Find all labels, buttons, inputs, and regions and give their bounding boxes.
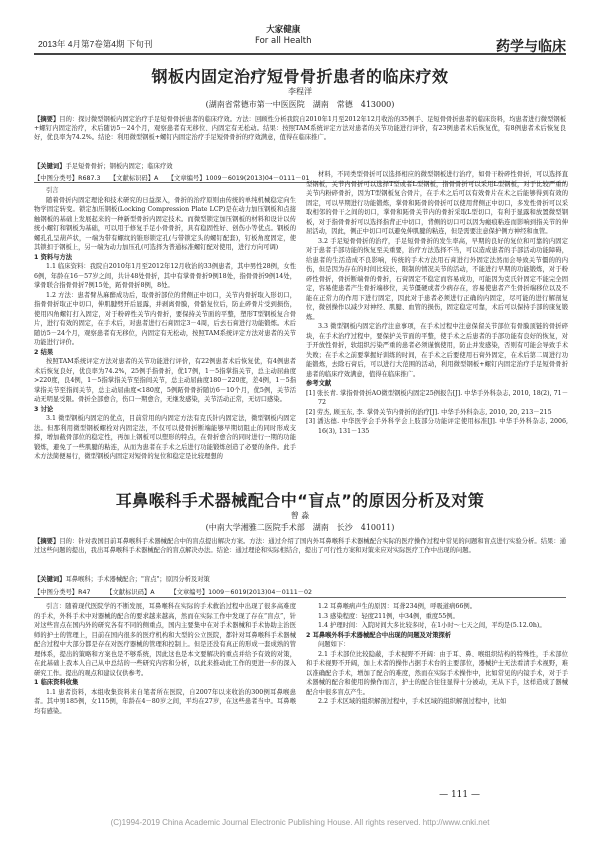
body-paragraph: 1.1 临床资料：我院自2010年1月至2012年12月收治的33例患者，其中男性28例，女性6例，年龄在16－57岁之间，共计48处骨折，其中有掌骨骨折9例18处，指骨骨折9例14处，掌骨联合指骨骨折7例15处，跖骨骨折8例，8处。 bbox=[34, 263, 296, 289]
article2-abstract bbox=[34, 537, 566, 574]
header-divider bbox=[34, 53, 566, 55]
reference-item: [3] 潘达德. 中华医学会手外科学会上肢部分功能评定使用标准[J]. 中华手外科杂志, 2006, 16(3), 131－135 bbox=[306, 418, 568, 435]
article1-left-column bbox=[34, 186, 296, 481]
body-paragraph: 3.2 手足短骨骨折的治疗，手足短骨骨折的发生率高，早期的良好的复位和可靠的内固定对于患者手部功能的恢复至关重要，治疗方法选择不当，可以造成患者的手部活动功能障碍，给患者的生活造成不良影响，传统的手术方法用石膏进行外固定法然而会导致关节僵的的内伤，但是因为存在的时间比较长，限制的情况关节的活动，不能进行早期的功能锻炼，对于粉碎性骨折，骨折断端骨的骨折，石膏固定不稳定而容易成功，可能因为克氏针固定不能完全固定，容易使患者产生骨折端移位，关节僵硬或者少病存在，容易使患者产生骨折端移位以及不能在正常力的作用下进行固定，因此对于患者必须进行正确的内固定，尽可能的进行解剖复位，微创操作以减少对神经、肌腱、血管的损伤，固定稳定可靠，术后可以保持手部的康复锻炼。 bbox=[306, 237, 568, 321]
article1-author: 李程洋 bbox=[288, 87, 312, 96]
section-heading: 2 结果 bbox=[34, 348, 54, 356]
body-paragraph: 随着骨折内固定理论和技术研究的日益深入，骨折的治疗原则由传统的单纯机械稳定向生物学固定转变。锁定加压钢板(Locking Compression Plate LCP)是在动力加压钢板和点接触钢板的基础上发展起来的一种新型骨折内固定技术。而微型锁定加压钢板的材料和设计以传统小螺钉和钢板为基础，可以用于修复手足小骨骨折，具有稳固性好、创伤小等优点。钢板的螺孔孔呈葫芦状，一端为带有螺纹的锥形锁定孔(与带锁定头的螺钉配套)，钉板角度固定，使其锁扣于钢板上，另一端为动力加压孔(可选择为普通标准螺钉配对使用，进行方向可调) bbox=[34, 196, 296, 251]
article2-author: 曾 淼 bbox=[290, 511, 310, 520]
keywords-text: 手足短骨骨折；钢板内固定；临床疗效 bbox=[65, 163, 173, 170]
reference-item: [2] 劳杰, 顾玉东, 李. 掌骨关节内骨折的治疗[J]. 中华手外科杂志, 2010, 20, 213－215 bbox=[306, 408, 552, 416]
body-paragraph: 3.1 微型钢板内固定的优点，目前常用的内固定方法有克氏针内固定法，微型钢板内固定法。但那利用微型钢板螺栓对内固定法，不仅可以使骨折断端能够早期切阻止的同时形成支撑，增加截骨部位的稳定性，再加上钢板可以塑形的特点，在骨折愈合的同时进行一期的功能锻炼，避免了一些肌腱的粘连，从而为患者在手术之后进行功能锻炼创造了必要的条件。此手术方法简便易行，微型钢板内固定对短骨的复位和稳定是比较理想的 bbox=[34, 415, 296, 460]
journal-name-cn: 大家健康 bbox=[266, 25, 301, 35]
abstract-text: 目的：探讨微型钢板内固定治疗手足短骨骨折患者的临床疗效。方法：回顾性分析我院自2010年1月至2012年12月收治的35例手、足短骨骨折患者的临床资料，均患者进行微型钢板+螺钉内固定治疗，术后随访5－24个月，观察患者有无移位、内固定有无松动。结果：按照TAM系统评定方法对患者的关节功能进行评价，有23例患者术后恢复优，有8例患者术后恢复良好，优良率为74.2%。结论：利用微型钢板+螺钉内固定治疗手足短骨骨折的疗效满意，值得在临床推广。 bbox=[34, 116, 566, 142]
article1-title: 钢板内固定治疗短骨骨折患者的临床疗效 bbox=[151, 67, 449, 86]
section-heading: 1 资料与方法 bbox=[34, 253, 73, 261]
section-title: 药学与临床 bbox=[496, 39, 566, 55]
page-number: — 111 — bbox=[439, 790, 480, 800]
article2-divider bbox=[34, 597, 566, 598]
body-paragraph: 1.2 方法：患者臂丛麻醉成功后，取骨折部位的背侧正中切口，关节内骨折取入形切口，指骨骨折取正中切口，伸肌腱劈开后显露，并剥离骨膜，骨骼复位后，防止碎骨片受到损伤，使用四角螺钉打入固定，对于粉碎性关节内骨折，要保持关节面的平整，塑形T型钢板复合骨片，进行有效的固定，在手术后，对患者进行石膏固定3－4周，后去石膏进行功能锻炼。术后随访5－24个月，观察患者有无移位，内固定有无松动，按照TAM系统评定方法对患者的关节功能进行评价。 bbox=[34, 291, 296, 346]
section-heading: 1 临床资料收集 bbox=[34, 679, 79, 686]
keywords-label: 【关键词】 bbox=[34, 163, 66, 170]
article2-left-column bbox=[34, 602, 296, 780]
article2-classification: 【中图分类号】R47 【文献标识码】A 【文章编号】1009－6019(2013)04－0111－02 bbox=[34, 589, 313, 596]
article1-right-column bbox=[306, 170, 568, 481]
article2-affiliation: (中南大学湘雅二医院手术部 湖南 长沙 410011) bbox=[205, 523, 395, 532]
reference-item: [1] 张长青. 掌指骨骨折AO微型钢板内固定25例报告[J]. 中华手外科杂志, 2010, 18(2), 71－72 bbox=[306, 389, 568, 406]
keywords-text: 耳鼻喉科；手术器械配合；"盲点"；原因分析及对策 bbox=[65, 576, 210, 583]
abstract-label: 【摘要】 bbox=[34, 116, 60, 123]
article2-keywords bbox=[34, 575, 566, 584]
keywords-label: 【关键词】 bbox=[34, 576, 66, 583]
abstract-text: 目的：针对我国目前耳鼻喉科手术器械配合中的盲点提出解决方案。方法：通过介绍了国内外耳鼻喉科手术器械配合实际的医疗操作过程中常见的问题和盲点进行实验分析。结果：通过这些问题的提出，我出耳鼻喉科手术器械配合的盲点解决办法。结论：通过理论和实际相结合，提出了可行性方案和对策来应对实际医疗工作中出现的问题。 bbox=[34, 538, 566, 555]
section-heading: 3 讨论 bbox=[34, 405, 54, 413]
body-paragraph: 1.1 患者资料，本组收集资料来自笔者所在医院，自2007年以来收治的300例耳鼻喉患者。其中男185例，女115例，年龄在4－80岁之间，平均在27岁，在这些患者当中。耳鼻喉均有感染。 bbox=[34, 688, 296, 715]
abstract-label: 【摘要】 bbox=[34, 538, 60, 545]
article1-classification: 【中图分类号】R687.3 【文献标识码】A 【文章编号】1009－6019(2013)04－0111－01 bbox=[34, 175, 310, 182]
body-paragraph: 1.2 耳鼻喉病声生的原因：耳聋234例，呼吸道病66例。 bbox=[318, 603, 476, 610]
journal-name-en: For all Health bbox=[255, 36, 312, 46]
article2-title: 耳鼻喉科手术器械配合中“盲点”的原因分析及对策 bbox=[115, 491, 485, 510]
section-heading: 参考文献 bbox=[306, 380, 332, 387]
issue-info: 2013年 4月第7卷第4期 下旬刊 bbox=[38, 39, 153, 49]
article2-right-column bbox=[306, 602, 568, 780]
body-paragraph: 2.2 手术区域的组织解剖过程中，手术区域的组织解剖过程中，比如 bbox=[318, 698, 507, 705]
body-paragraph: 1.3 感染程度：轻度211例，中34例，重度55例。 bbox=[318, 612, 459, 620]
body-paragraph: 2.1 手术部位比较隐蔽，手术视野不开阔：由于耳、鼻、喉组织结构的特殊性，手术部位和手术视野不开阔，加上术者的操作占据手术台的主要部位，器械护士无法看清手术视野，难以准确配合手术，增加了配合的难度，然而在实际手术操作中，比如常见的内镜手术，对于手术器械的配合和使用的操作而言，护士的配合往往显得十分被动，无从下手，这样造成了器械配合中很多盲点产生。 bbox=[306, 650, 568, 696]
copyright-notice: (C)1994-2019 China Academic Journal Electronic Publishing House. All rights reserved. http://www.cnki.net bbox=[110, 818, 490, 827]
article1-affiliation: (湖南省常德市第一中医医院 湖南 常德 413000) bbox=[205, 100, 395, 109]
body-paragraph: 1.4 护理时间：入院时间大多比较多时，在1小时～七天之间，平均是(5.12.0h)。 bbox=[318, 622, 546, 629]
body-paragraph: 引言 bbox=[46, 187, 59, 194]
article1-abstract bbox=[34, 115, 566, 160]
body-paragraph: 引言：随着现代医院学的不断发展，耳鼻喉科在实际的手术救治过程中出现了很多高难度的手术，外科手术中对器械的配合的要求越来越高，然而在实际工作中发现了存在“盲点”，针对这些盲点在国内外的研究各有不同的侧重点，国内主要集中在对手术器械和手术协助主治医师的护士的管理上，目前在国内很多的医疗机构和大型的公立医院，都针对耳鼻喉科手术器械配合过程中大部分都是存在对医疗器械的管理和控制上。但是还没有真正的形成一套成熟的管理体系，提出的策略和方案也是不够系统，因此这也是本文要解决的重点并给予有效的对策，在此基础上我本人自己从中总结的一些研究内容和分析，以此来推动此工作的更进一步的深入研究工作。提出的观点和建议仅供参考。 bbox=[34, 603, 296, 677]
body-paragraph: 问题如下： bbox=[318, 641, 350, 648]
body-paragraph: 材料，不同类型骨折可以选择相应的微型钢板进行治疗，如骨干粉碎性骨折，可以选择直型钢板，关节内骨折可以选择T型或者L型钢板，指骨骨折可以采用L型钢板，对于比较严重的关节内粉碎骨折，因为T型钢板复合骨片，在手术之后可以有效骨片在术之后能够得到有效的固定，可以早期进行功能锻炼，掌骨和跖骨的骨折可以使用背侧正中切口，多发性骨折可以采取相邻的骨干之间的切口，掌骨和跖骨关节内的骨折采取L型切口，有利于显露和放置微型钢板，对于指骨骨折可以选择指背正中切口，背侧的切口可以因为瘢痕粘连而影响到指关节的伸屈活动，因此，侧正中切口可以避免伸肌腱的粘连，但是需要注意保护侧方神经和血管。 bbox=[306, 171, 568, 235]
body-paragraph: 3.3 微型钢板内固定治疗注意事项，在手术过程中注意保留关节部位有骨膜顶链的骨折碎块，在手术治疗过程中，要保护关节面的平整，使手术之后患者的手部功能有良好的恢复，对于开放性骨折，软组织污染严重的患者必须谨慎使用，防止并发感染，否则有可能会导致手术失败；在手术之前要掌握好训练的时间，在手术之后要使用石膏外固定，在术后第二周进行功能锻炼，去除石膏后，可以进行大范围的活动，利用微型钢板+螺钉内固定治疗手足短骨骨折患者的临床疗效满意，值得在临床推广。 bbox=[306, 323, 568, 378]
section-heading: 2 耳鼻喉外科手术器械配合中出现的问题及对策探析 bbox=[306, 631, 452, 639]
body-paragraph: 按照TAM系统评定方法对患者的关节功能进行评价，有22例患者术后恢复优，有4例患者术后恢复良好，优良率为74.2%，25例手指骨折，优17例，1－5指掌指关节，总主动屈曲度>220度，良4例，1－5指掌指关节至指间关节，总主动屈曲度180－220度，差4例，1－5指掌指关节至指间关节，总主动屈曲度<180度，5例跖骨骨折随访6－10个月，优5例，关节活动无明显受限。骨折全部愈合，伤口一期愈合，无继发感染，关节活动正常，无切口感染。 bbox=[34, 358, 296, 403]
journal-name bbox=[255, 25, 312, 47]
